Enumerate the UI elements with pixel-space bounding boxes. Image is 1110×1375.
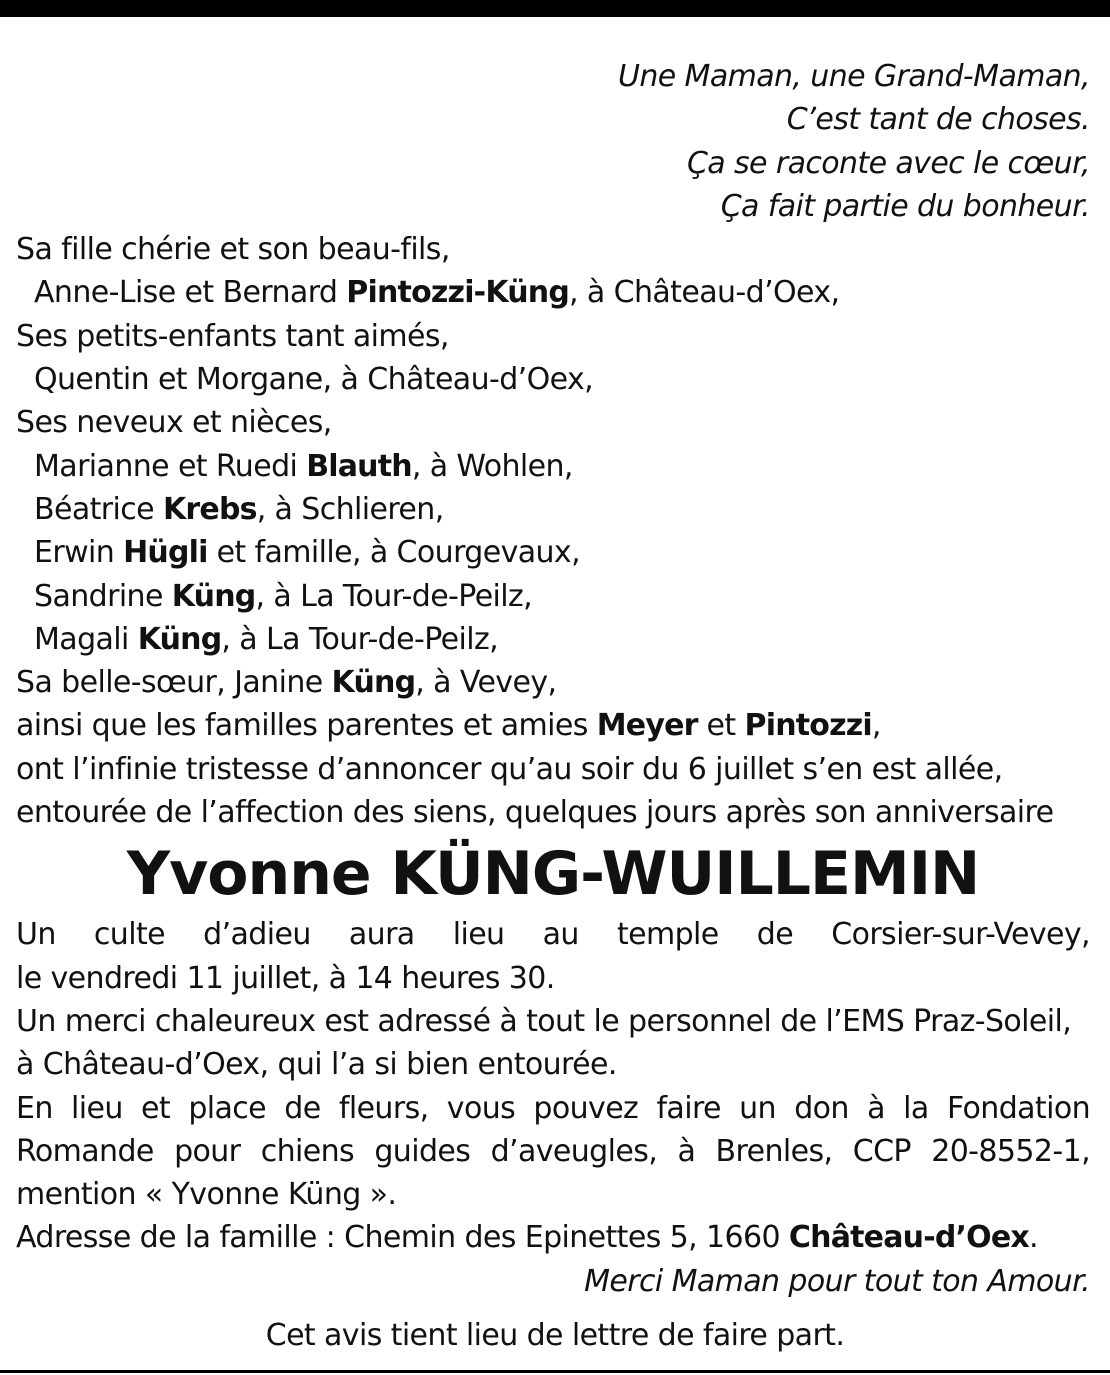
donation-line: Romande pour chiens guides d’aveugles, à Brenles, CCP 20-8552-1, <box>16 1133 1090 1169</box>
nephew-line <box>16 618 1090 661</box>
donation-line: En lieu et place de fleurs, vous pouvez faire un don à la Fondation <box>16 1090 1090 1126</box>
nephew-line <box>16 488 1090 531</box>
thanks-line: à Château-d’Oex, qui l’a si bien entourée. <box>16 1047 617 1083</box>
nephew-first: Béatrice <box>34 491 163 527</box>
address-city: Château-d’Oex <box>788 1220 1029 1256</box>
donation-line: mention « Yvonne Küng ». <box>16 1177 397 1213</box>
service-line: le vendredi 11 juillet, à 14 heures 30. <box>16 960 555 996</box>
top-border-rule <box>0 0 1110 17</box>
thanks-line: Un merci chaleureux est adressé à tout le personnel de l’EMS Praz-Soleil, <box>16 1003 1072 1039</box>
grandchildren-intro: Ses petits-enfants tant aimés, <box>16 318 449 354</box>
families-name-meyer: Meyer <box>596 708 698 744</box>
obituary-notice <box>16 55 1090 1303</box>
nephew-surname: Hügli <box>123 535 208 571</box>
daughter-intro: Sa fille chérie et son beau-fils, <box>16 232 450 268</box>
daughter-surname: Pintozzi-Küng <box>346 275 570 311</box>
nephew-surname: Blauth <box>306 448 412 484</box>
family-address <box>16 1216 1090 1259</box>
daughter-line <box>16 271 1090 314</box>
nephew-line <box>16 445 1090 488</box>
poem-line: Ça se raconte avec le cœur, <box>686 145 1090 181</box>
nephews-intro: Ses neveux et nièces, <box>16 405 332 441</box>
nephew-surname: Küng <box>137 621 222 657</box>
sister-in-law-pre: Sa belle-sœur, Janine <box>16 665 332 701</box>
nephew-surname: Krebs <box>162 491 257 527</box>
nephew-first: Marianne et Ruedi <box>34 448 307 484</box>
sister-in-law-surname: Küng <box>331 665 416 701</box>
nephew-line <box>16 531 1090 574</box>
poem-line: Ça fait partie du bonheur. <box>720 188 1090 224</box>
bottom-border-rule <box>0 1370 1110 1373</box>
poem-block <box>16 55 1090 228</box>
families-name-pintozzi: Pintozzi <box>744 708 872 744</box>
announcement-line: ont l’infinie tristesse d’annoncer qu’au soir du 6 juillet s’en est allée, <box>16 751 1003 787</box>
nephew-rest: , à Schlieren, <box>256 491 444 527</box>
address-post: . <box>1028 1220 1038 1256</box>
poem-line: Une Maman, une Grand-Maman, <box>617 59 1090 94</box>
nephew-rest: , à La Tour-de-Peilz, <box>255 578 533 614</box>
nephew-surname: Küng <box>171 578 256 614</box>
families-line <box>16 704 1090 747</box>
announcement-line: entourée de l’affection des siens, quelques jours après son anniversaire <box>16 795 1054 831</box>
nephew-rest: et famille, à Courgevaux, <box>207 535 581 571</box>
footer-note: Cet avis tient lieu de lettre de faire part. <box>265 1318 845 1353</box>
nephew-rest: , à La Tour-de-Peilz, <box>221 621 499 657</box>
nephew-first: Erwin <box>34 535 124 571</box>
families-post: , <box>871 708 881 744</box>
nephew-rest: , à Wohlen, <box>411 448 573 484</box>
family-list <box>16 228 1090 834</box>
families-pre: ainsi que les familles parentes et amies <box>16 708 597 744</box>
daughter-place: , à Château-d’Oex, <box>569 275 840 311</box>
families-mid: et <box>697 708 745 744</box>
address-text: Adresse de la famille : Chemin des Epinettes 5, 1660 <box>16 1220 789 1256</box>
nephew-first: Sandrine <box>34 578 172 614</box>
service-details <box>16 913 1090 1259</box>
nephew-line <box>16 575 1090 618</box>
grandchildren-line: Quentin et Morgane, à Château-d’Oex, <box>34 362 594 398</box>
sister-in-law-line <box>16 661 1090 704</box>
sister-in-law-post: , à Vevey, <box>415 665 557 701</box>
nephew-first: Magali <box>34 621 138 657</box>
closing-message: Merci Maman pour tout ton Amour. <box>584 1263 1090 1299</box>
poem-line: C’est tant de choses. <box>786 102 1090 138</box>
deceased-name: Yvonne KÜNG-WUILLEMIN <box>126 839 980 910</box>
service-line: Un culte d’adieu aura lieu au temple de Corsier-sur-Vevey, <box>16 917 1090 953</box>
daughter-names: Anne-Lise et Bernard <box>34 275 347 311</box>
